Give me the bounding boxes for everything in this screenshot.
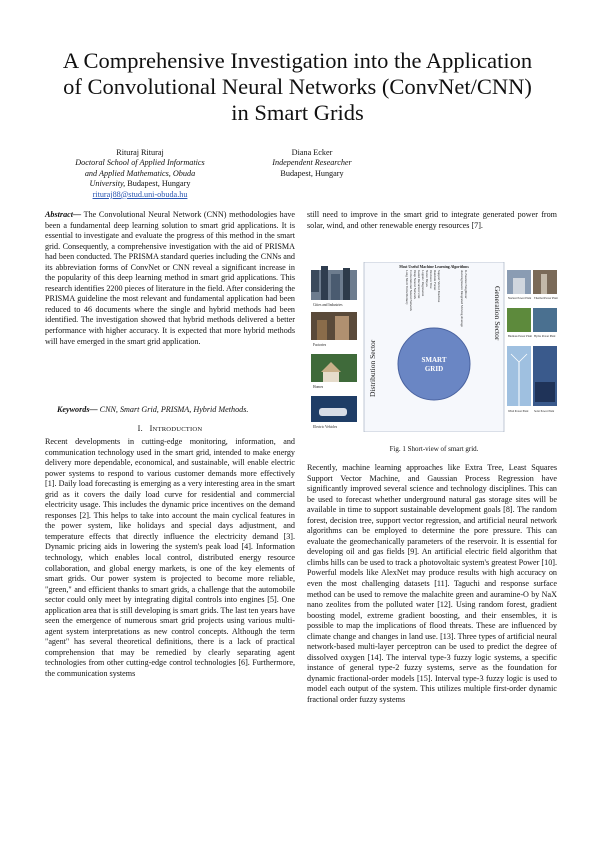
author-name: Diana Ecker: [291, 148, 333, 157]
left-item-label: Electric Vehicles: [313, 425, 338, 429]
paper-title: [40, 48, 555, 126]
svg-text:Random Forest: Random Forest: [433, 270, 437, 291]
figure-caption: Fig. 1 Short-view of smart grid.: [389, 445, 479, 453]
introduction-body: [45, 437, 295, 680]
svg-text:Nuclear Power Plant: Nuclear Power Plant: [508, 297, 532, 300]
author-affiliation: University,: [89, 179, 126, 189]
svg-text:Biomass Power Plant: Biomass Power Plant: [508, 335, 532, 338]
svg-text:Hydro Power Plant: Hydro Power Plant: [534, 335, 556, 338]
right-sector-label: Generation Sector: [493, 286, 502, 341]
author-affiliation: and Applied Mathematics, Obuda: [84, 168, 196, 178]
right-column-top: [307, 210, 557, 231]
figure-smart-grid: [309, 262, 559, 432]
title-line: of Convolutional Neural Networks (ConvNet/CNN): [63, 74, 532, 99]
section-title-first: I: [149, 424, 153, 433]
circle-label-line1: SMART: [421, 356, 447, 364]
svg-text:Thermal Power Plant: Thermal Power Plant: [534, 297, 558, 300]
keywords-label: Keywords—: [57, 405, 98, 414]
left-photos: [311, 266, 357, 429]
smart-grid-circle: [398, 328, 470, 400]
svg-text:Wind Power Plant: Wind Power Plant: [508, 410, 529, 413]
author-city: Budapest, Hungary: [127, 179, 191, 189]
photo-biomass: [507, 308, 531, 332]
keywords: [45, 405, 295, 416]
svg-text:Deep Neural Network: Deep Neural Network: [413, 270, 417, 300]
title-line: in Smart Grids: [231, 100, 364, 125]
right-photos: [507, 270, 558, 413]
keywords-text: CNN, Smart Grid, PRISMA, Hybrid Methods.: [97, 405, 249, 414]
right-bottom-paragraph: Recently, machine learning approaches like Extra Tree, Least Squares Support Vector Machine, and Gaussian Process Regression have significantly improved several science and technology disciplines. This can be used to forecast whether underground natural gas storage sites will be available in time to support sustainable development goals [8]. The random forest, decision tree, support vector regression, and artificial neural network algorithms can be employed to determine the pore pressure. This can evaluate the geomechanically parameters of the reservoir. It is essential for developing oil and gas fields [9]. An artificial electric field algorithm that climbs hills can be used to track a photovoltaic system's greatest Power [10]. Powerful models like AlexNet may produce results with high accuracy on even the most challenging datasets [11]. Taguchi and response surface method can be used to remove the malachite green and auramine-O by NaX nano zeolites from the polluted water [12]. Using random forest, gradient boosting model, extreme gradient boosting, and their ensembles, it is possible to map the implications of flood threats. These are influenced by climate change and changes in land use. [13]. Three types of artificial neural network-based multi-layer perceptron can be used to predict the degree of dissolved oxygen [14]. The interval type-3 fuzzy logic systems, a specific instance of general type-2 fuzzy systems, serve as the foundation for dynamic fractional-order models [15]. Interval type-3 fuzzy logic is used to model each output of the system. This utilizes multiple first-order dynamic fractional order fuzzy systems: [307, 463, 557, 705]
author-affiliation: Independent Researcher: [272, 158, 352, 168]
author-email-link[interactable]: rituraj88@stud.uni-obuda.hu: [92, 189, 188, 199]
section-title-rest: NTRODUCTION: [152, 426, 203, 433]
right-column-bottom: [307, 463, 557, 706]
abstract-text: The Convolutional Neural Network (CNN) methodologies have been a fundamental deep learning solution to smart grid applications. It is essential to investigate and evaluate the progress of this method in the smart grid. Consequently, a comprehensive investigation with the aid of PRISMA had been conducted. The PRISMA standard queries including the CNNs and its abbreviation forms of ConvNet or CNN reveal a significant increase in the popularity of this deep learning method in smart grid applications. This research identifies 2200 pieces of literature in the field. After considering the PRISMA guideline the most relevant and fundamental application had been reduced to 46 documents where the single and hybrid methods had been identified. The investigation showed that hybrid methods delivered a better performance with higher accuracy. It is expected that more hybrid methods will have emerged in the smart grid application.: [45, 210, 295, 346]
circle-label-line2: GRID: [424, 365, 444, 373]
right-top-paragraph: still need to improve in the smart grid to integrate generated power from solar, wind, and other renewable energy resources [7].: [307, 210, 557, 230]
title-line: A Comprehensive Investigation into the Application: [62, 48, 533, 73]
svg-text:Naive Bayes: Naive Bayes: [425, 270, 429, 287]
svg-text:Convolutional Neural Network: Convolutional Neural Network: [409, 270, 413, 312]
section-number: I.: [137, 424, 143, 433]
author-affiliation-line: [40, 179, 240, 189]
intro-paragraph: Recent developments in cutting-edge monitoring, information, and communication technology used in the smart grid, intended to make energy delivery more dependable, economical, and sustainable, will enable electric power systems to respond to various customer demands more effectively [1]. Daily load forecasting is emerging as a very interesting area in the smart grid as it covers the daily load curve for residential and commercial electricity usage. This includes the dynamic price incentives on the demand responses [2]. This helps to take into account the main cyclical features in the power system, like holidays and special days adjustment, and temperature effects that directly influence the electricity demand [3]. Dynamic pricing aids in lowering the system's peak load [4]. Information technology, which enables local control, distributed energy resource collaboration, and global energy markets, is one of the key elements of smart grids. Our power system is projected to become more reliable, "green," and efficient thanks to smart grids, a challenge that the automobile sector could only meet by integrating digital controls into engines [5]. One application area that is still developing is smart grids. The last ten years have seen the emergence of numerous smart grid projects using various multi-agent system interpretations as new control concepts. Although the term "agent" has several theoretical definitions, there is a lack of practical comprehension that may be remedied by clearly separating agent technologies from other cutting-edge control technologies [6]. Furthermore, the communication systems: [45, 437, 295, 679]
left-item-label: Cities and Industries: [313, 303, 343, 307]
author-block-2: [212, 148, 412, 179]
author-city: Budapest, Hungary: [280, 168, 344, 178]
left-item-label: Homes: [313, 385, 324, 389]
author-block-1: [40, 148, 240, 200]
abstract-label: Abstract—: [45, 210, 82, 219]
author-name: Rituraj Rituraj: [116, 148, 164, 157]
svg-text:Long Short Term Memory: Long Short Term Memory: [405, 270, 409, 305]
svg-text:Logistic Regression: Logistic Regression: [421, 270, 425, 297]
figure-top-label: Most Useful Machine Learning Algorithms: [399, 265, 469, 269]
left-sector-label: Distribution Sector: [368, 339, 377, 397]
left-item-label: Factories: [313, 343, 327, 347]
svg-text:Gated Recurrent Unit: Gated Recurrent Unit: [417, 270, 421, 299]
svg-text:K-Nearest Neighbour: K-Nearest Neighbour: [464, 270, 468, 299]
photo-hydro: [533, 308, 557, 332]
abstract: [45, 210, 295, 347]
svg-text:Decision Tree: Decision Tree: [429, 270, 433, 289]
svg-text:Autoregressive Integrated Movi: Autoregressive Integrated Moving Average: [460, 270, 464, 327]
section-heading-introduction: [45, 424, 295, 433]
author-affiliation: Doctoral School of Applied Informatics: [75, 158, 205, 168]
svg-text:Solar Power Plant: Solar Power Plant: [534, 410, 555, 413]
svg-text:Support Vector Machine: Support Vector Machine: [437, 270, 441, 303]
